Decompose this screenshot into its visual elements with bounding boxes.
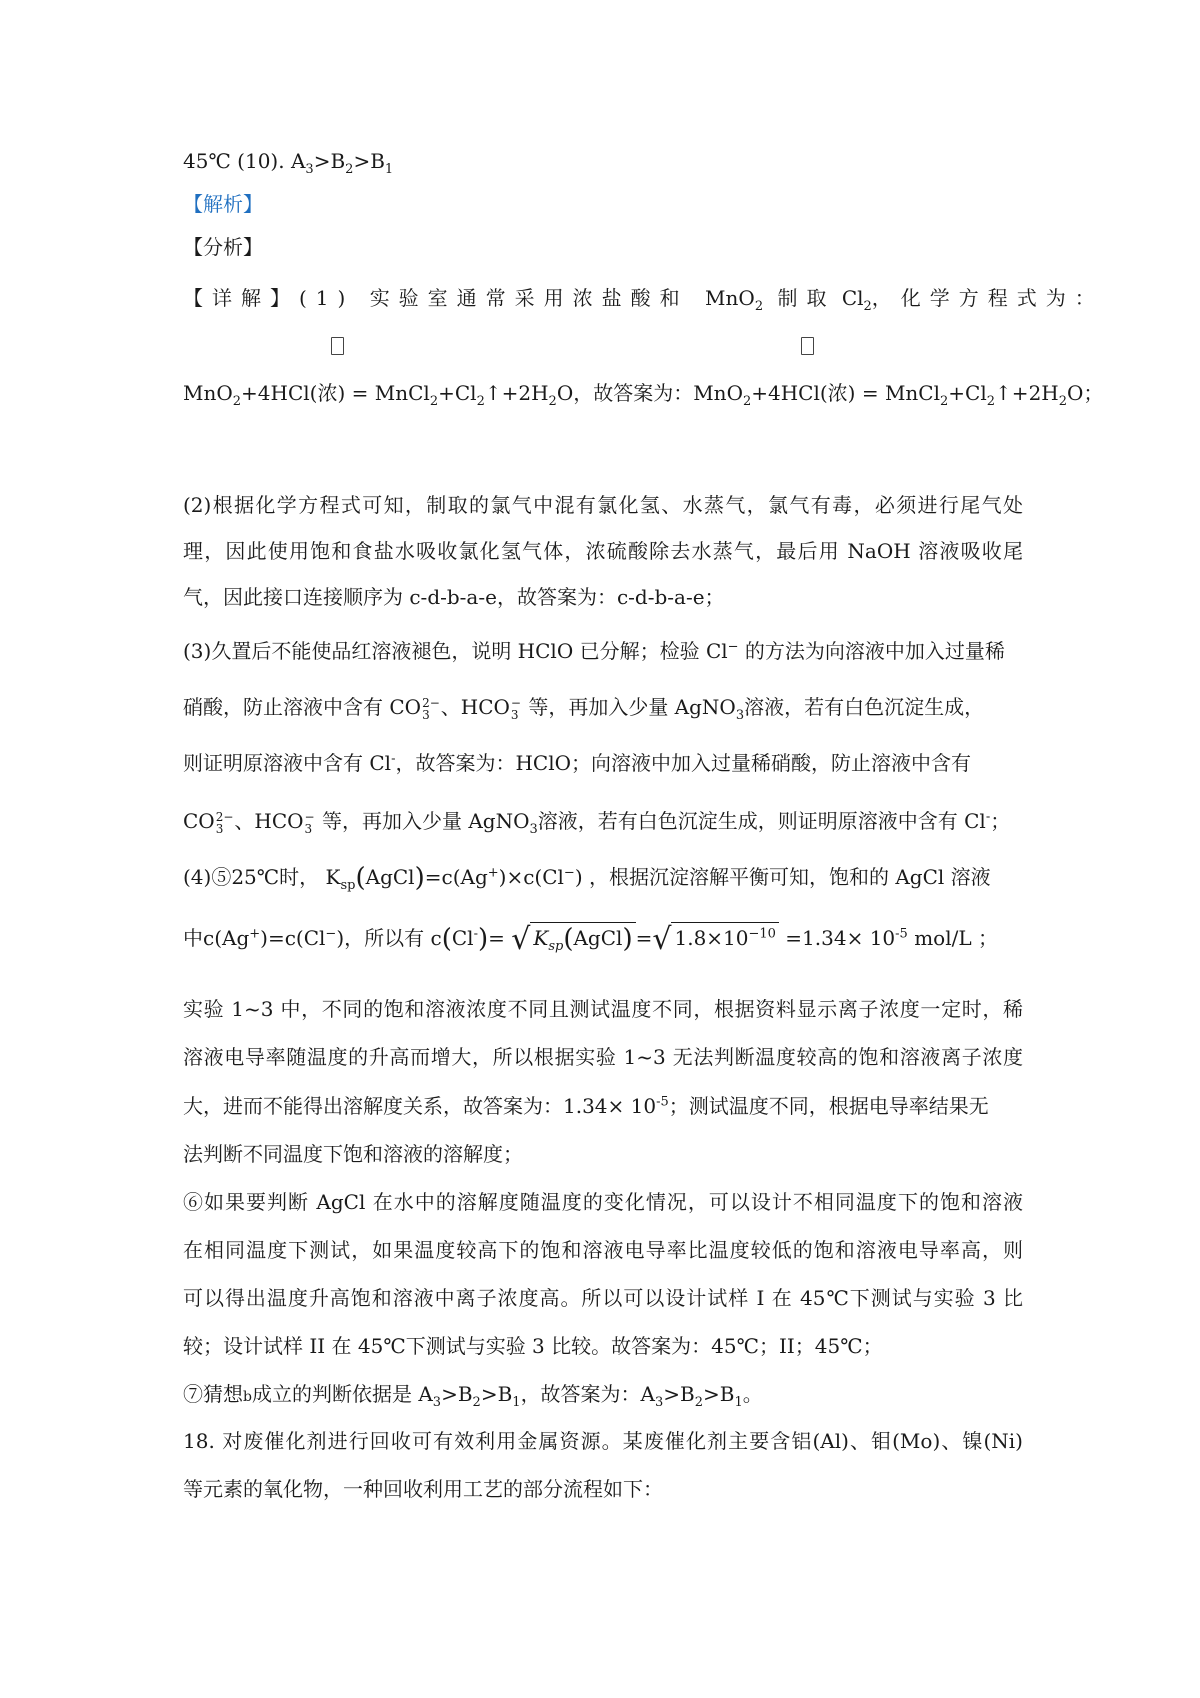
para3-line-4: CO 2− 3 、HCO − 3 等，再加入少量 AgNO$_3$溶液，若有白色沉淀生成，则证明原溶液中含有 Cl-； xyxy=(183,809,1011,837)
para-text: ，根据沉淀溶解平衡可知，饱和的 xyxy=(589,865,889,889)
superscript: -5 xyxy=(656,1094,669,1110)
para3-line-2: 硝酸，防止溶液中含有 CO 2− 3 、HCO − 3 等，再加入少量 AgNO$_3$溶液，若有白色沉淀生成， xyxy=(183,695,985,723)
detail-line-1 xyxy=(183,283,1104,314)
para3-line-3 xyxy=(183,748,1023,778)
para-text: >B xyxy=(663,1382,695,1406)
para-text: (3)久置后不能使品红溶液褪色，说明 HClO 已分解；检验 xyxy=(183,639,700,663)
equal-conc-expression: c(Ag+)=c(Cl−) xyxy=(203,926,345,950)
subscript: 2 xyxy=(429,394,439,409)
subscript: 1 xyxy=(512,1395,521,1410)
detail-text: (1) 实验室通常采用浓盐酸和 xyxy=(299,286,689,310)
para-text: 则证明原溶液中含有 Cl xyxy=(183,751,392,775)
carbonate-formula: CO 2− 3 xyxy=(389,695,440,722)
para-text: ，故答案为：A xyxy=(520,1382,656,1406)
para-text: ⑦猜想 xyxy=(183,1382,243,1406)
para4-line-5 xyxy=(183,1091,1023,1121)
formula-text: ↑+2H xyxy=(995,381,1059,405)
para-text: 大，进而不能得出溶解度关系，故答案为：1.34× 10 xyxy=(183,1094,657,1118)
fenxi-heading: 【分析】 xyxy=(183,235,263,259)
para-text: (4)⑤25℃时， xyxy=(183,865,320,889)
para4-line-6: 法判断不同温度下饱和溶液的溶解度； xyxy=(183,1142,523,1166)
ksp-radicand: $K_{sp}(AgCl)$ xyxy=(530,922,635,954)
para-text: b xyxy=(243,1389,252,1405)
superscript: − xyxy=(727,639,739,655)
para6-line-1: ⑥如果要判断 AgCl 在水中的溶解度随温度的变化情况，可以设计不相同温度下的饱和溶液 xyxy=(183,1190,1023,1214)
sqrt-icon: √ xyxy=(511,922,531,957)
subscript: 2 xyxy=(742,394,752,409)
superscript: -5 xyxy=(895,926,908,942)
unit-text: mol/L xyxy=(914,926,972,950)
para-text: 等，再加入少量 AgNO xyxy=(321,809,530,833)
subscript: 2 xyxy=(940,394,949,409)
subscript: 2 xyxy=(345,162,354,177)
para-text: >B xyxy=(441,1382,473,1406)
subscript: 2 xyxy=(232,394,242,409)
formula-text: MnO xyxy=(705,286,755,310)
question-18-line-2: 等元素的氧化物，一种回收利用工艺的部分流程如下： xyxy=(183,1477,663,1501)
jiexi-heading: 【解析】 xyxy=(183,192,263,216)
equation-line xyxy=(183,378,1104,409)
para6-line-2: 在相同温度下测试，如果温度较高下的饱和溶液电导率比温度较低的饱和溶液电导率高，则 xyxy=(183,1238,1023,1262)
answer-text: >B xyxy=(353,149,385,173)
para-text: 硝酸，防止溶液中含有 xyxy=(183,695,383,719)
formula-text: MnO xyxy=(183,381,233,405)
subscript: 2 xyxy=(472,1395,481,1410)
formula-text: Cl xyxy=(841,286,864,310)
subscript: 3 xyxy=(529,822,538,837)
sqrt-icon: √ xyxy=(652,922,672,957)
superscript: - xyxy=(391,751,396,767)
subscript: 3 xyxy=(305,162,314,177)
formula-text: O，故答案为：MnO xyxy=(556,381,743,405)
para-text: 溶液，若有白色沉淀生成， xyxy=(744,695,985,719)
value-radicand: $1.8\times 10^{-10}$ xyxy=(671,922,778,953)
subscript: 3 xyxy=(655,1395,664,1410)
para-text: >B xyxy=(703,1382,735,1406)
para4-line-1 xyxy=(183,862,1023,893)
carbonate-formula: CO 2− 3 xyxy=(183,809,234,836)
para-text: 成立的判断依据是 A xyxy=(251,1382,433,1406)
para4-line-3: 实验 1~3 中，不同的饱和溶液浓度不同且测试温度不同，根据资料显示离子浓度一定时，稀 xyxy=(183,997,1023,1021)
formula-text: +Cl xyxy=(948,381,987,405)
para7-line xyxy=(183,1379,1023,1412)
superscript: - xyxy=(985,809,991,825)
subscript: 2 xyxy=(863,299,872,314)
formula-text: AgCl xyxy=(895,865,945,889)
detail-text: 制取 xyxy=(777,286,836,310)
para-text: 等，再加入少量 AgNO xyxy=(528,695,736,719)
subscript: 3 xyxy=(432,1395,442,1410)
para-text: ，故答案为：HClO；向溶液中加入过量稀硝酸，防止溶液中含有 xyxy=(395,751,972,775)
para4-line-4: 溶液电导率随温度的升高而增大，所以根据实验 1~3 无法判断温度较高的饱和溶液离子浓度 xyxy=(183,1045,1023,1069)
formula-text: +4HCl(浓) = MnCl xyxy=(751,381,941,405)
ksp-expression: $K_{sp}(AgCl)=c(Ag^+)\times c(Cl^-)$ xyxy=(325,863,583,893)
formula-text: O； xyxy=(1067,381,1104,405)
formula-text: +Cl xyxy=(438,381,477,405)
missing-glyph-icon xyxy=(331,337,344,355)
answer-line-10 xyxy=(183,146,1023,176)
formula-text: Cl xyxy=(705,639,728,663)
missing-glyph-icon xyxy=(801,337,814,355)
para6-line-4: 较；设计试样 II 在 45℃下测试与实验 3 比较。故答案为：45℃；II；45℃； xyxy=(183,1334,883,1358)
para-text: 的方法为向溶液中加入过量稀 xyxy=(744,639,1005,663)
cl-conc-expression: c(Cl-)= xyxy=(430,924,505,954)
para-text: 。 xyxy=(742,1382,763,1406)
formula-text: ↑+2H xyxy=(484,381,549,405)
subscript: 2 xyxy=(754,299,764,314)
para-text: ； xyxy=(990,809,1011,833)
para-text: 溶液 xyxy=(950,865,991,889)
para2-line-2: 理，因此使用饱和食盐水吸收氯化氢气体，浓硫酸除去水蒸气，最后用 NaOH 溶液吸收尾 xyxy=(183,539,1023,563)
para6-line-3: 可以得出温度升高饱和溶液中离子浓度高。所以可以设计试样 I 在 45℃下测试与实验 3 比 xyxy=(183,1286,1023,1310)
para-text: ；测试温度不同，根据电导率结果无 xyxy=(668,1094,989,1118)
answer-text: 45℃ (10). A xyxy=(183,149,306,173)
subscript: 2 xyxy=(548,394,557,409)
subscript: 3 xyxy=(735,708,745,723)
answer-text: >B xyxy=(313,149,346,173)
subscript: 2 xyxy=(986,394,996,409)
para-text: 中 xyxy=(183,926,203,950)
formula-text: +4HCl(浓) = MnCl xyxy=(241,381,430,405)
para2-line-1: (2)根据化学方程式可知，制取的氯气中混有氯化氢、水蒸气，氯气有毒，必须进行尾气处 xyxy=(183,493,1023,517)
detail-text: ，化学方程式为： xyxy=(871,286,1104,310)
para3-line-1 xyxy=(183,636,1023,666)
para2-line-3: 气，因此接口连接顺序为 c-d-b-a-e，故答案为：c-d-b-a-e； xyxy=(183,585,725,609)
para-text: 溶液，若有白色沉淀生成，则证明原溶液中含有 Cl xyxy=(537,809,986,833)
subscript: 1 xyxy=(734,1395,743,1410)
subscript: 2 xyxy=(1058,394,1068,409)
question-18-line-1: 18. 对废催化剂进行回收可有效利用金属资源。某废催化剂主要含铝(Al)、钼(Mo)、镍(Ni) xyxy=(183,1429,1023,1453)
result-text: =1.34× 10 xyxy=(785,926,896,950)
para-text: ，所以有 xyxy=(344,926,425,950)
detail-heading: 【详解】 xyxy=(183,286,299,310)
subscript: 2 xyxy=(476,394,485,409)
subscript: 1 xyxy=(384,162,394,177)
subscript: 2 xyxy=(694,1395,704,1410)
para4-line-2: 中c(Ag+)=c(Cl−)，所以有 c(Cl-)= √ $K_{sp}(AgCl)$ =√ $1.8\times 10^{-10} =1.34\times 10^{-5}$ mol/L ； xyxy=(183,922,998,957)
para-text: >B xyxy=(480,1382,513,1406)
para-text: ； xyxy=(977,926,998,950)
